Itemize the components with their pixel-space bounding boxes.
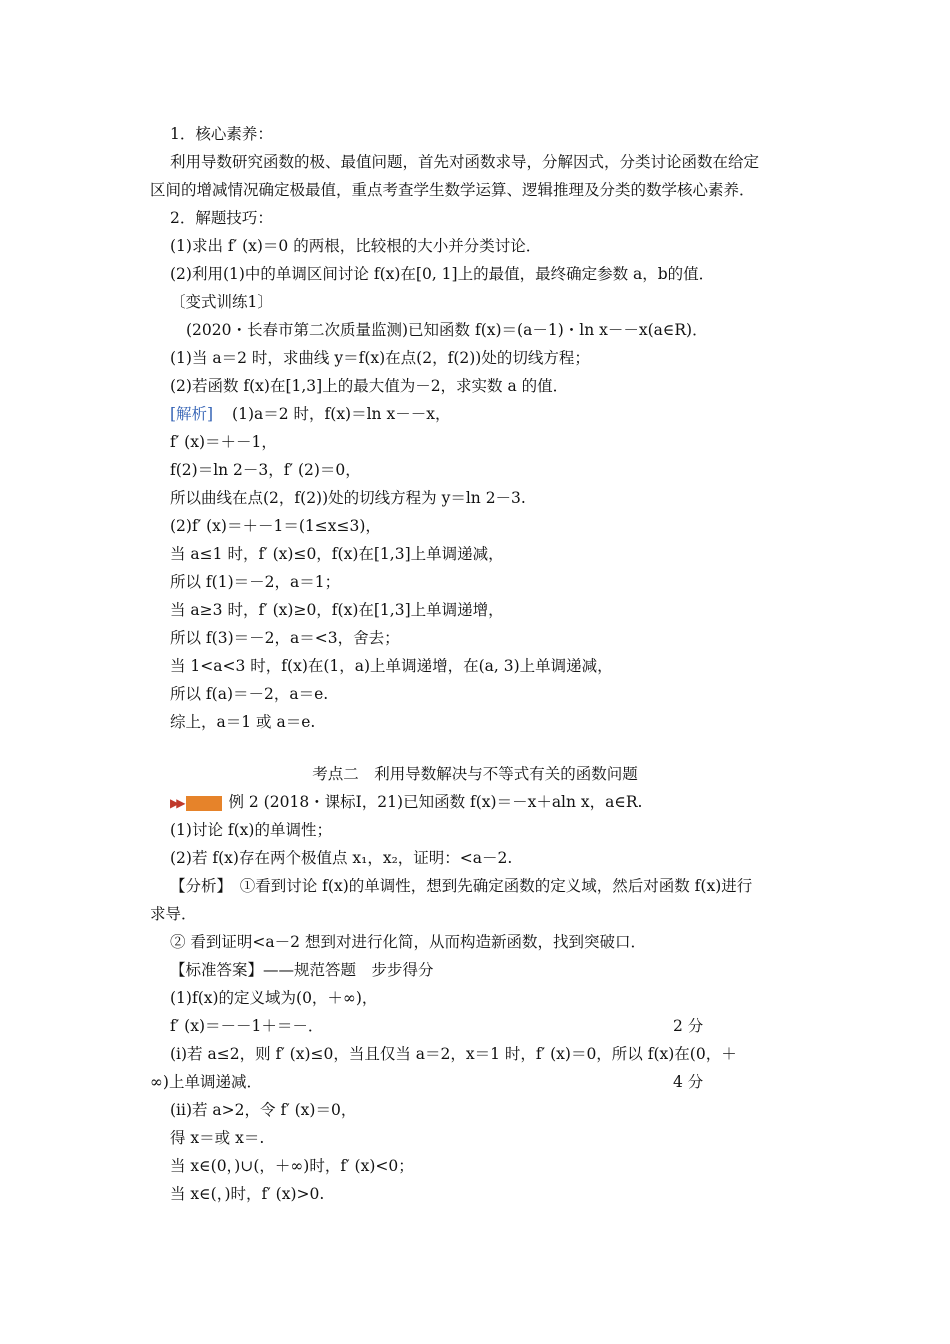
answer-line-8: 当 x∈(，)时，f′ (x)>0.	[170, 1185, 325, 1203]
answer-line-6: 得 x＝或 x＝.	[170, 1129, 265, 1147]
tips-heading: 2．解题技巧：	[170, 209, 273, 227]
section-heading: 考点二 利用导数解决与不等式有关的函数问题	[312, 765, 638, 783]
solution-line-7: 所以 f(1)＝－2，a＝1；	[170, 573, 341, 591]
solution-line-4: 所以曲线在点(2，f(2))处的切线方程为 y＝ln 2－3.	[170, 489, 526, 507]
example-marker-icon	[186, 796, 222, 811]
example-line	[170, 792, 642, 813]
analysis-line-1: 【分析】 ①看到讨论 f(x)的单调性，想到先确定函数的定义域，然后对函数 f(x)进行	[170, 877, 753, 895]
solution-line-8: 当 a≥3 时，f′ (x)≥0，f(x)在[1,3]上单调递增，	[170, 601, 504, 619]
core-literacy-line-1: 利用导数研究函数的极、最值问题，首先对函数求导，分解因式，分类讨论函数在给定	[170, 153, 760, 171]
example-question-1: (1)讨论 f(x)的单调性；	[170, 821, 332, 839]
tip-1: (1)求出 f′ (x)＝0 的两根，比较根的大小并分类讨论．	[170, 237, 542, 255]
solution-line-3: f(2)＝ln 2－3，f′ (2)＝0，	[170, 461, 361, 479]
double-arrow-icon: ▶▶	[170, 796, 183, 810]
solution-line-2: f′ (x)＝＋－1，	[170, 433, 277, 451]
core-literacy-line-2: 区间的增减情况确定极最值，重点考查学生数学运算、逻辑推理及分类的数学核心素养．	[150, 181, 755, 199]
answer-line-4: ∞)上单调递减．	[150, 1073, 262, 1091]
analysis-line-2: ② 看到证明<a－2 想到对进行化简，从而构造新函数，找到突破口．	[170, 933, 646, 951]
solution-line-5: (2)f′ (x)＝＋－1＝(1≤x≤3)，	[170, 517, 381, 535]
analysis-line-1b: 求导．	[150, 905, 197, 923]
tip-2: (2)利用(1)中的单调区间讨论 f(x)在[0, 1]上的最值，最终确定参数 a，b的值．	[170, 265, 715, 283]
score-4: 4 分	[673, 1073, 704, 1091]
example-text: 例 2 (2018・课标Ⅰ，21)已知函数 f(x)＝－x＋aln x，a∈R.	[228, 793, 643, 811]
solution-line-12: 综上，a＝1 或 a＝e.	[170, 713, 316, 731]
exercise-label: 〔变式训练1〕	[170, 293, 273, 311]
answer-line-3: (ⅰ)若 a≤2，则 f′ (x)≤0，当且仅当 a＝2，x＝1 时，f′ (x)＝0，所以 f(x)在(0，＋	[170, 1045, 737, 1063]
answer-line-7: 当 x∈(0，)∪(，＋∞)时，f′ (x)<0；	[170, 1157, 414, 1175]
exercise-question-2: (2)若函数 f(x)在[1,3]上的最大值为－2，求实数 a 的值．	[170, 377, 569, 395]
solution-text-1: (1)a＝2 时，f(x)＝ln x－－x，	[232, 405, 451, 423]
answer-line-1: (1)f(x)的定义域为(0，＋∞)，	[170, 989, 378, 1007]
answer-line-2: f′ (x)＝－－1＋＝－．	[170, 1017, 324, 1035]
solution-line-1	[170, 404, 450, 424]
answer-line-5: (ⅱ)若 a>2，令 f′ (x)＝0，	[170, 1101, 357, 1119]
solution-line-6: 当 a≤1 时，f′ (x)≤0，f(x)在[1,3]上单调递减，	[170, 545, 504, 563]
solution-line-11: 所以 f(a)＝－2，a＝e.	[170, 685, 329, 703]
example-question-2: (2)若 f(x)存在两个极值点 x₁，x₂，证明：<a－2.	[170, 849, 513, 867]
exercise-problem: (2020・长春市第二次质量监测)已知函数 f(x)＝(a－1)・ln x－－x(a∈R)．	[186, 321, 708, 339]
answer-heading: 【标准答案】——规范答题 步步得分	[170, 961, 434, 979]
solution-line-10: 当 1<a<3 时，f(x)在(1，a)上单调递增，在(a, 3)上单调递减，	[170, 657, 613, 675]
analysis-tag: [解析]	[170, 405, 214, 423]
score-2: 2 分	[673, 1017, 704, 1035]
core-literacy-heading: 1．核心素养：	[170, 125, 273, 143]
exercise-question-1: (1)当 a＝2 时，求曲线 y＝f(x)在点(2，f(2))处的切线方程；	[170, 349, 590, 367]
solution-line-9: 所以 f(3)＝－2，a＝<3，舍去；	[170, 629, 400, 647]
